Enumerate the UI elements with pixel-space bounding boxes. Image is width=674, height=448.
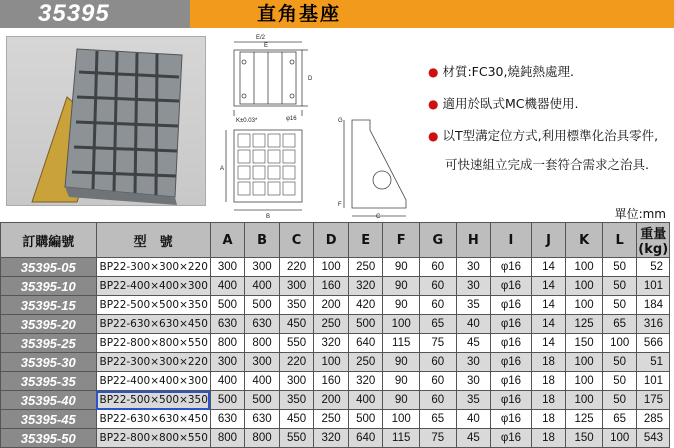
selected-model-cell: BP22-500×500×350: [96, 391, 210, 410]
column-header: L: [602, 223, 637, 258]
spec-cell: 35: [456, 296, 491, 315]
order-code-cell: 35395-15: [1, 296, 97, 315]
feature-3: [428, 126, 658, 144]
label-c: C: [376, 214, 381, 220]
spec-cell: 400: [245, 277, 280, 296]
column-header: G: [420, 223, 457, 258]
spec-cell: 640: [348, 429, 383, 448]
spec-cell: 30: [456, 277, 491, 296]
spec-cell: 350: [279, 296, 314, 315]
spec-cell: 50: [602, 372, 637, 391]
spec-cell: 60: [420, 391, 457, 410]
column-header: I: [491, 223, 532, 258]
spec-cell: 250: [348, 353, 383, 372]
spec-cell: 450: [279, 410, 314, 429]
spec-cell: 100: [566, 258, 603, 277]
weight-cell: 51: [637, 353, 670, 372]
spec-cell: 300: [210, 258, 245, 277]
order-code-cell: 35395-40: [1, 391, 97, 410]
spec-cell: 50: [602, 258, 637, 277]
page-title: 直角基座: [257, 3, 342, 25]
spec-cell: 14: [531, 315, 566, 334]
spec-cell: 100: [383, 315, 420, 334]
spec-cell: 60: [420, 277, 457, 296]
spec-cell: φ16: [491, 258, 532, 277]
weight-cell: 101: [637, 372, 670, 391]
spec-cell: φ16: [491, 277, 532, 296]
spec-table: [0, 222, 670, 448]
weight-cell: 52: [637, 258, 670, 277]
column-header: F: [383, 223, 420, 258]
column-header: 訂購編號: [1, 223, 97, 258]
label-i: φ16: [286, 116, 297, 122]
order-code-cell: 35395-25: [1, 334, 97, 353]
spec-cell: φ16: [491, 372, 532, 391]
spec-cell: 90: [383, 353, 420, 372]
spec-cell: 45: [456, 429, 491, 448]
spec-cell: 100: [566, 277, 603, 296]
spec-cell: 630: [210, 410, 245, 429]
model-cell: BP22-400×400×300: [96, 372, 210, 391]
unit-label: 單位:mm: [614, 207, 666, 221]
table-row[interactable]: [1, 334, 670, 353]
column-header: 型 號: [96, 223, 210, 258]
spec-cell: 400: [245, 372, 280, 391]
spec-cell: φ16: [491, 296, 532, 315]
model-cell: BP22-500×500×350: [96, 296, 210, 315]
spec-cell: 50: [602, 391, 637, 410]
spec-cell: 60: [420, 372, 457, 391]
spec-cell: 100: [602, 334, 637, 353]
spec-cell: 300: [210, 353, 245, 372]
spec-cell: 45: [456, 334, 491, 353]
column-header: B: [245, 223, 280, 258]
column-header: A: [210, 223, 245, 258]
spec-cell: 640: [348, 334, 383, 353]
spec-cell: φ16: [491, 410, 532, 429]
model-cell: BP22-630×630×450: [96, 410, 210, 429]
spec-cell: 550: [279, 334, 314, 353]
order-code-cell: 35395-10: [1, 277, 97, 296]
spec-cell: 630: [210, 315, 245, 334]
table-row[interactable]: [1, 315, 670, 334]
feature-text: 材質:FC30,燒鈍熱處理.: [442, 64, 574, 79]
spec-cell: 14: [531, 277, 566, 296]
bullet-icon: ●: [428, 129, 439, 143]
column-header: 重量 (kg): [637, 223, 670, 258]
spec-cell: 50: [602, 277, 637, 296]
spec-cell: 18: [531, 410, 566, 429]
spec-cell: 300: [279, 372, 314, 391]
model-cell: BP22-300×300×220: [96, 353, 210, 372]
spec-cell: 500: [348, 315, 383, 334]
spec-cell: φ16: [491, 315, 532, 334]
spec-cell: 100: [566, 372, 603, 391]
bullet-icon: ●: [428, 65, 439, 79]
order-code-cell: 35395-30: [1, 353, 97, 372]
spec-cell: 90: [383, 296, 420, 315]
weight-cell: 316: [637, 315, 670, 334]
table-body: [1, 258, 670, 448]
spec-cell: 320: [348, 277, 383, 296]
spec-cell: 14: [531, 258, 566, 277]
spec-cell: 40: [456, 315, 491, 334]
model-cell: BP22-300×300×220: [96, 258, 210, 277]
spec-cell: 160: [314, 277, 349, 296]
spec-cell: 100: [566, 391, 603, 410]
feature-text: 適用於臥式MC機器使用.: [442, 96, 579, 111]
spec-cell: 150: [566, 334, 603, 353]
spec-cell: 220: [279, 353, 314, 372]
spec-cell: 550: [279, 429, 314, 448]
label-e2: E/2: [256, 35, 266, 41]
spec-cell: 400: [210, 372, 245, 391]
spec-cell: 300: [245, 353, 280, 372]
table-row[interactable]: [1, 410, 670, 429]
feature-2: [428, 94, 578, 112]
spec-cell: 75: [420, 334, 457, 353]
spec-cell: 400: [348, 391, 383, 410]
weight-cell: 175: [637, 391, 670, 410]
model-cell: BP22-800×800×550: [96, 334, 210, 353]
weight-cell: 566: [637, 334, 670, 353]
spec-cell: 14: [531, 296, 566, 315]
order-code-cell: 35395-50: [1, 429, 97, 448]
column-header: E: [348, 223, 383, 258]
spec-cell: 500: [348, 410, 383, 429]
table-row[interactable]: [1, 372, 670, 391]
feature-text: 可快速組立完成一套符合需求之治具.: [445, 157, 649, 172]
spec-cell: 35: [456, 391, 491, 410]
spec-cell: 65: [602, 410, 637, 429]
spec-cell: 125: [566, 410, 603, 429]
spec-cell: 60: [420, 353, 457, 372]
technical-drawing: [220, 30, 410, 220]
spec-cell: 420: [348, 296, 383, 315]
spec-cell: 800: [210, 334, 245, 353]
bullet-icon: ●: [428, 97, 439, 111]
spec-cell: 250: [348, 258, 383, 277]
spec-cell: 250: [314, 315, 349, 334]
spec-cell: 800: [245, 334, 280, 353]
order-code-cell: 35395-20: [1, 315, 97, 334]
label-b: B: [266, 214, 271, 220]
table-row[interactable]: [1, 353, 670, 372]
spec-cell: 500: [210, 296, 245, 315]
spec-cell: 65: [420, 410, 457, 429]
spec-cell: 300: [245, 258, 280, 277]
order-code-cell: 35395-35: [1, 372, 97, 391]
table-header: [1, 223, 670, 258]
weight-cell: 184: [637, 296, 670, 315]
spec-cell: 18: [531, 353, 566, 372]
spec-cell: 450: [279, 315, 314, 334]
spec-cell: 90: [383, 258, 420, 277]
spec-cell: φ16: [491, 391, 532, 410]
spec-cell: φ16: [491, 334, 532, 353]
table-row[interactable]: [1, 296, 670, 315]
spec-cell: 50: [602, 353, 637, 372]
spec-cell: 500: [245, 296, 280, 315]
spec-cell: 90: [383, 277, 420, 296]
spec-cell: 220: [279, 258, 314, 277]
table-row[interactable]: [1, 258, 670, 277]
label-g: G: [338, 118, 343, 124]
spec-cell: 100: [566, 296, 603, 315]
order-code-cell: 35395-05: [1, 258, 97, 277]
spec-cell: φ16: [491, 353, 532, 372]
table-row[interactable]: [1, 277, 670, 296]
spec-cell: 350: [279, 391, 314, 410]
spec-cell: 115: [383, 334, 420, 353]
label-a: A: [220, 166, 225, 172]
spec-cell: 115: [383, 429, 420, 448]
spec-cell: 65: [420, 315, 457, 334]
spec-cell: 50: [602, 296, 637, 315]
spec-cell: 200: [314, 391, 349, 410]
label-f: F: [338, 202, 342, 208]
spec-cell: 500: [210, 391, 245, 410]
spec-cell: 160: [314, 372, 349, 391]
spec-cell: 800: [210, 429, 245, 448]
spec-cell: 320: [348, 372, 383, 391]
spec-cell: 100: [602, 429, 637, 448]
spec-cell: 18: [531, 429, 566, 448]
table-row[interactable]: [1, 391, 670, 410]
angle-plate-illustration: [7, 37, 207, 207]
spec-cell: 90: [383, 391, 420, 410]
spec-cell: 300: [279, 277, 314, 296]
model-cell: BP22-630×630×450: [96, 315, 210, 334]
feature-4: [445, 155, 649, 173]
model-cell: BP22-400×400×300: [96, 277, 210, 296]
spec-cell: 100: [314, 353, 349, 372]
weight-cell: 543: [637, 429, 670, 448]
spec-cell: 400: [210, 277, 245, 296]
spec-cell: 250: [314, 410, 349, 429]
spec-cell: 14: [531, 334, 566, 353]
spec-cell: 125: [566, 315, 603, 334]
spec-cell: 65: [602, 315, 637, 334]
column-header: D: [314, 223, 349, 258]
label-d: D: [308, 76, 313, 82]
label-k: K±0.03*: [236, 118, 258, 124]
product-photo: [6, 36, 206, 206]
spec-cell: 75: [420, 429, 457, 448]
product-code: 35395: [0, 0, 190, 28]
spec-cell: 320: [314, 429, 349, 448]
table-row[interactable]: [1, 429, 670, 448]
spec-cell: 30: [456, 372, 491, 391]
spec-cell: 18: [531, 391, 566, 410]
spec-cell: 100: [314, 258, 349, 277]
spec-cell: φ16: [491, 429, 532, 448]
spec-cell: 18: [531, 372, 566, 391]
spec-cell: 500: [245, 391, 280, 410]
spec-cell: 30: [456, 353, 491, 372]
spec-cell: 150: [566, 429, 603, 448]
weight-cell: 101: [637, 277, 670, 296]
spec-cell: 60: [420, 258, 457, 277]
model-cell: BP22-800×800×550: [96, 429, 210, 448]
order-code-cell: 35395-45: [1, 410, 97, 429]
feature-text: 以T型溝定位方式,利用標準化治具零件,: [442, 128, 659, 143]
column-header: K: [566, 223, 603, 258]
spec-cell: 800: [245, 429, 280, 448]
spec-cell: 90: [383, 372, 420, 391]
column-header: H: [456, 223, 491, 258]
column-header: C: [279, 223, 314, 258]
spec-cell: 30: [456, 258, 491, 277]
weight-cell: 285: [637, 410, 670, 429]
spec-cell: 60: [420, 296, 457, 315]
feature-1: [428, 62, 574, 80]
column-header: J: [531, 223, 566, 258]
header-bar: [0, 0, 674, 30]
spec-cell: 630: [245, 315, 280, 334]
spec-cell: 200: [314, 296, 349, 315]
spec-cell: 100: [383, 410, 420, 429]
label-e: E: [264, 43, 269, 49]
spec-cell: 630: [245, 410, 280, 429]
spec-cell: 40: [456, 410, 491, 429]
spec-cell: 100: [566, 353, 603, 372]
spec-cell: 320: [314, 334, 349, 353]
